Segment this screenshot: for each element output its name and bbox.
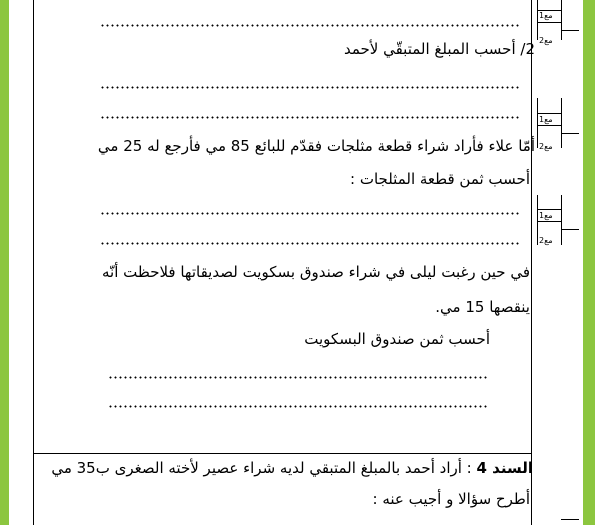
sanad-4-text: : أراد أحمد بالمبلغ المتبقي لديه شراء عصير لأخته الصغرى ب35 مي (51, 459, 472, 477)
grade-box-line (537, 125, 561, 126)
criterion-2-label: مع2 (539, 36, 553, 45)
grade-box-line (537, 0, 538, 40)
criterion-2-label: مع2 (539, 236, 553, 245)
grade-box-line (537, 98, 538, 148)
sanad-4-task: أطرح سؤالا و أجيب عنه : (372, 490, 530, 508)
sanad-4-label: السند 4 (476, 459, 533, 477)
table-left-border (33, 0, 34, 525)
criterion-1-label: مع1 (539, 11, 553, 20)
grade-box-line (561, 30, 579, 31)
answer-line[interactable] (108, 405, 488, 408)
grade-box-line (537, 113, 561, 114)
grade-box-line (537, 221, 561, 222)
answer-line[interactable] (100, 116, 520, 119)
alaa-statement: أمّا علاء فأراد شراء قطعة مثلجات فقدّم للبائع 85 مي فأرجع له 25 مي (97, 137, 535, 155)
grade-box-line (537, 22, 561, 23)
criterion-1-label: مع1 (539, 211, 553, 220)
alaa-question: أحسب ثمن قطعة المثلجات : (350, 170, 530, 188)
answer-line[interactable] (100, 212, 520, 215)
grade-box-line (561, 0, 562, 40)
criterion-2-label: مع2 (539, 142, 553, 151)
right-green-border (583, 0, 595, 525)
question-2-label: 2/ أحسب المبلغ المتبقّي لأحمد (343, 40, 535, 58)
table-column-divider (531, 0, 532, 525)
layla-question: أحسب ثمن صندوق البسكويت (304, 330, 490, 348)
left-green-border (0, 0, 9, 525)
answer-line[interactable] (100, 242, 520, 245)
answer-line[interactable] (108, 376, 488, 379)
grade-box-line (561, 98, 562, 148)
grade-box-line (561, 519, 579, 520)
grade-box-line (561, 133, 579, 134)
grade-box-line (537, 209, 561, 210)
layla-statement-continued: ينقصها 15 مي. (435, 298, 530, 316)
criterion-1-label: مع1 (539, 115, 553, 124)
answer-line[interactable] (100, 24, 520, 27)
section-divider (33, 453, 532, 454)
grade-box-line (561, 195, 562, 245)
sanad-4 (51, 459, 533, 477)
layla-statement: في حين رغبت ليلى في شراء صندوق بسكويت لصديقاتها فلاحظت أنّه (102, 263, 530, 281)
answer-line[interactable] (100, 86, 520, 89)
grade-box-line (537, 195, 538, 245)
grade-box-line (561, 229, 579, 230)
